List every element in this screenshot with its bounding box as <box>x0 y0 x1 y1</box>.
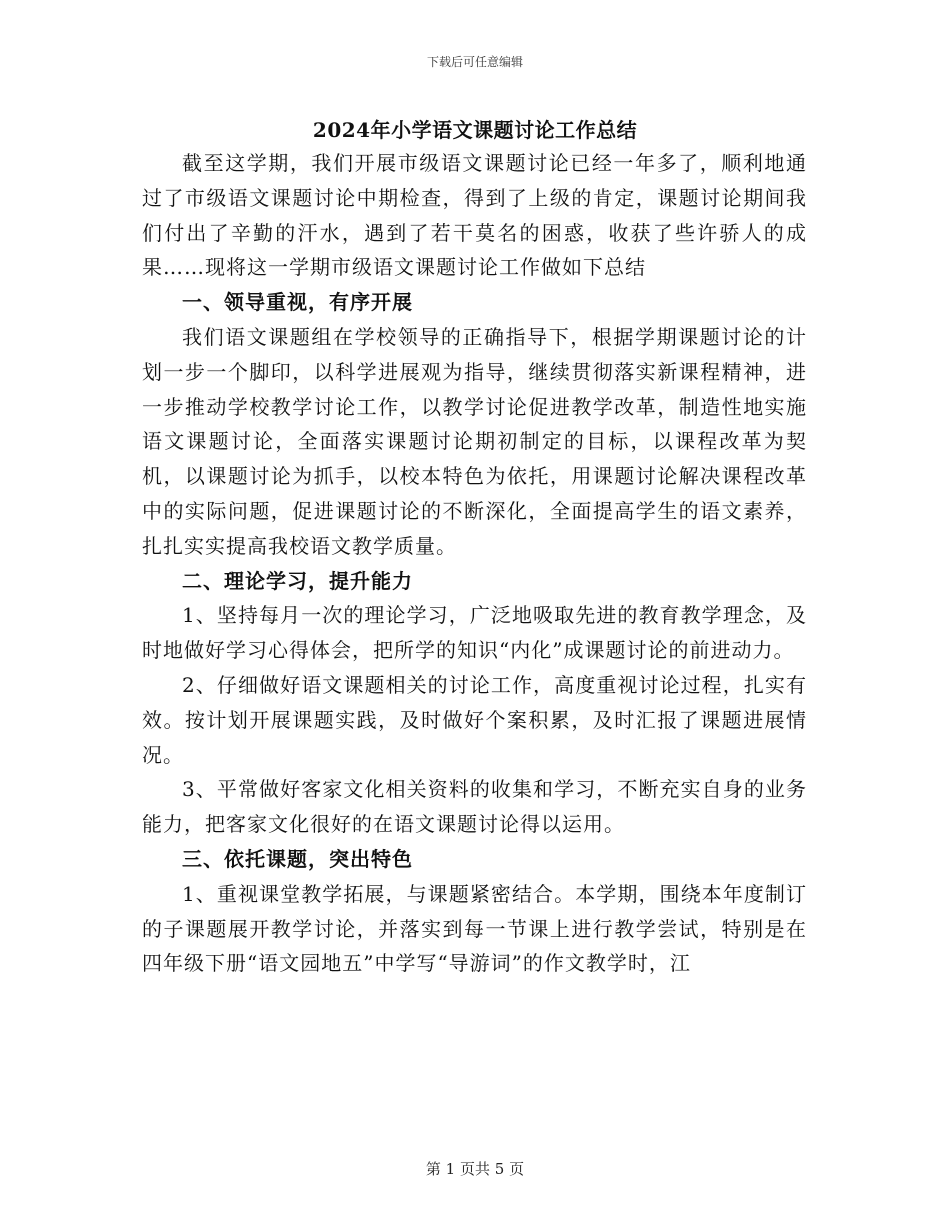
section-2-item-1: 1、坚持每月一次的理论学习，广泛地吸取先进的教育教学理念，及时地做好学习心得体会，把所学的知识“内化”成课题讨论的前进动力。 <box>142 603 807 663</box>
section-3-item-1: 1、重视课堂教学拓展，与课题紧密结合。本学期，围绕本年度制订的子课题展开教学讨论，并落实到每一节课上进行教学尝试，特别是在四年级下册“语文园地五”中学写“导游词”的作文教学时，江 <box>142 881 807 976</box>
intro-paragraph: 截至这学期，我们开展市级语文课题讨论已经一年多了，顺利地通过了市级语文课题讨论中期检查，得到了上级的肯定，课题讨论期间我们付出了辛勤的汗水，遇到了若干莫名的困惑，收获了些许骄人的成果……现将这一学期市级语文课题讨论工作做如下总结 <box>142 151 807 280</box>
section-2-item-3: 3、平常做好客家文化相关资料的收集和学习，不断充实自身的业务能力，把客家文化很好的在语文课题讨论得以运用。 <box>142 777 807 837</box>
document-body <box>142 146 807 981</box>
page-number-footer: 第 1 页共 5 页 <box>425 1160 525 1178</box>
section-1-paragraph: 我们语文课题组在学校领导的正确指导下，根据学期课题讨论的计划一步一个脚印，以科学进展观为指导，继续贯彻落实新课程精神，进一步推动学校教学讨论工作，以教学讨论促进教学改革，制造性地实施语文课题讨论，全面落实课题讨论期初制定的目标，以课程改革为契机，以课题讨论为抓手，以校本特色为依托，用课题讨论解决课程改革中的实际问题，促进课题讨论的不断深化，全面提高学生的语文素养，扎扎实实提高我校语文教学质量。 <box>142 324 807 558</box>
section-heading-1: 一、领导重视，有序开展 <box>182 290 413 315</box>
section-heading-3: 三、依托课题，突出特色 <box>182 846 413 871</box>
document-title: 2024年小学语文课题讨论工作总结 <box>312 118 638 142</box>
section-2-item-2: 2、仔细做好语文课题相关的讨论工作，高度重视讨论过程，扎实有效。按计划开展课题实践，及时做好个案积累，及时汇报了课题进展情况。 <box>142 672 807 767</box>
section-heading-2: 二、理论学习，提升能力 <box>182 568 413 593</box>
page-header-note: 下载后可任意编辑 <box>426 55 523 69</box>
